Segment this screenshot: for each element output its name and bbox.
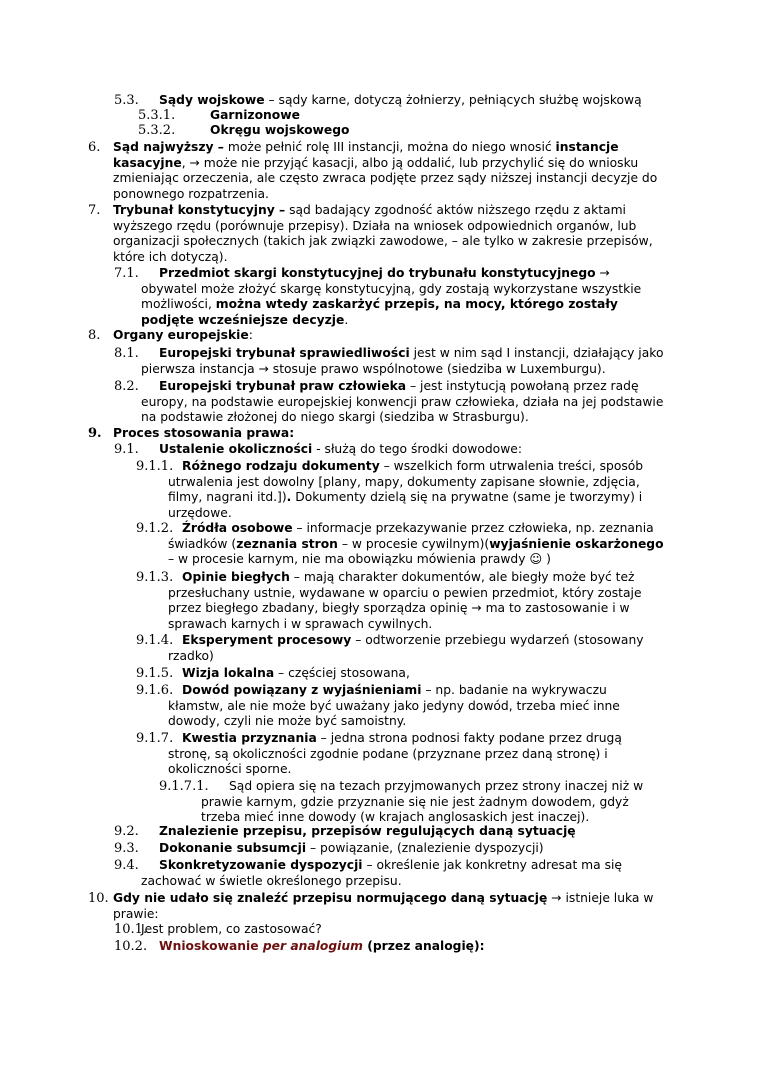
- item-text: – sądy karne, dotyczą żołnierzy, pełniących służbę wojskową: [264, 93, 642, 107]
- item-label: Źródła osobowe: [182, 521, 293, 535]
- item-9-1-1: [136, 459, 664, 521]
- item-number: 8.: [88, 328, 101, 343]
- item-text: :: [248, 328, 253, 342]
- item-text: – wszelkich form utrwalenia treści, sposób utrwalenia jest dowolny [plany, mapy, dokumenty zapisane słownie, zdjęcia, filmy, nagrani itd.]): [168, 459, 644, 505]
- item-label: Sąd najwyższy –: [113, 140, 224, 154]
- item-8: [88, 328, 664, 344]
- item-7: [88, 203, 664, 265]
- item-number: 9.1.7.1.: [159, 779, 209, 794]
- item-number: 9.1.7.: [136, 731, 174, 746]
- item-text: – częściej stosowana,: [274, 666, 410, 680]
- item-label: Kwestia przyznania: [182, 731, 317, 745]
- item-text: może pełnić rolę III instancji, można do niego wnosić: [223, 140, 556, 154]
- item-label: Ustalenie okoliczności: [159, 442, 313, 456]
- item-number: 10.2.: [114, 939, 148, 954]
- item-label: Wnioskowanie: [159, 939, 263, 953]
- item-9-1-2: [136, 521, 664, 568]
- item-9-2: [114, 824, 664, 840]
- item-label: Europejski trybunał sprawiedliwości: [159, 346, 410, 360]
- item-label: można wtedy zaskarżyć przepis, na mocy, którego zostały podjęte wcześniejsze decyzje: [141, 297, 618, 327]
- item-number: 9.1.6.: [136, 683, 174, 698]
- item-10-1: [114, 922, 664, 938]
- item-text: , → może nie przyjąć kasacji, albo ją oddalić, lub przychylić się do wniosku zmieniając orzeczenia, ale często zwraca podjęte przez sądy niższej instancji decyzje do ponownego rozpatrzenia.: [113, 155, 658, 201]
- item-number: 9.1.2.: [136, 521, 174, 536]
- item-label: Proces stosowania prawa:: [113, 426, 295, 440]
- item-number: 10.: [88, 891, 109, 906]
- item-9-3: [114, 841, 664, 857]
- item-label: instancje kasacyjne: [113, 140, 619, 170]
- item-label: Opinie biegłych: [182, 570, 290, 584]
- item-number: 8.2.: [114, 379, 139, 394]
- item-9-1-6: [136, 683, 664, 730]
- item-9-1-7: [136, 731, 664, 778]
- item-9-1-7-1: [159, 779, 664, 826]
- item-9-4: [114, 858, 664, 889]
- item-9-1-3: [136, 570, 664, 632]
- item-text: .: [344, 312, 349, 327]
- item-label: wyjaśnienie oskarżonego: [489, 536, 664, 551]
- item-number: 10.1.: [114, 922, 148, 937]
- item-number: 8.1.: [114, 346, 139, 361]
- item-number: 9.1.: [114, 442, 139, 457]
- item-number: 9.1.1.: [136, 459, 174, 474]
- item-label: Eksperyment procesowy: [182, 633, 352, 647]
- item-text: – mają charakter dokumentów, ale biegły może być też przesłuchany ustnie, wydawane w oparciu o pewien przedmiot, który zostaje przez biegłego zbadany, biegły sporządza opinię → ma to zastosowanie i w sprawach karnych i w sprawach cywilnych.: [168, 570, 642, 631]
- item-label: Sądy wojskowe: [159, 93, 265, 107]
- item-label: (przez analogię):: [362, 939, 485, 953]
- item-number: 5.3.2.: [138, 123, 176, 138]
- item-number: 5.3.1.: [138, 108, 176, 123]
- item-8-2: [114, 379, 664, 426]
- item-label: Znalezienie przepisu, przepisów regulujących daną sytuację: [159, 824, 576, 838]
- item-number: 9.4.: [114, 858, 139, 873]
- item-text: → obywatel może złożyć skargę konstytucyjną, gdy zostają wykorzystane wszystkie możliwości,: [141, 266, 642, 312]
- item-label: Skonkretyzowanie dyspozycji: [159, 858, 363, 872]
- item-label: per analogium: [262, 939, 363, 953]
- item-label: Dokonanie subsumcji: [159, 841, 307, 855]
- item-number: 9.3.: [114, 841, 139, 856]
- item-label: Europejski trybunał praw człowieka: [159, 379, 407, 393]
- item-text: → istnieje luka w prawie:: [113, 891, 654, 921]
- item-number: 9.1.4.: [136, 633, 174, 648]
- item-5-3-2: [138, 123, 664, 139]
- item-9-1-4: [136, 633, 664, 664]
- item-text: sąd badający zgodność aktów niższego rzędu z aktami wyższego rzędu (porównuje przepisy). Działa na wniosek odpowiednich organów, lub organizacji społecznych (takich jak związki zawodowe, – ale tylko w zakresie przepisów, które ich dotyczą).: [113, 203, 653, 264]
- item-number: 9.1.5.: [136, 666, 174, 681]
- item-text: – informacje przekazywanie przez człowieka, np. zeznania świadków (: [168, 521, 654, 551]
- item-label: .: [286, 490, 292, 505]
- item-number: 6.: [88, 140, 101, 155]
- item-text: – odtworzenie przebiegu wydarzeń (stosowany rzadko): [168, 633, 644, 663]
- item-text: – w procesie karnym, nie ma obowiązku mówienia prawdy ☺ ): [168, 552, 551, 567]
- item-number: 5.3.: [114, 93, 139, 108]
- item-number: 7.: [88, 203, 101, 218]
- item-label: Różnego rodzaju dokumenty: [182, 459, 380, 473]
- item-10-2: [114, 939, 664, 955]
- item-7-1: [114, 266, 664, 328]
- item-text: - służą do tego środki dowodowe:: [312, 442, 522, 456]
- item-label: Przedmiot skargi konstytucyjnej do trybunału konstytucyjnego: [159, 266, 596, 280]
- item-text: Sąd opiera się na tezach przyjmowanych przez strony inaczej niż w prawie karnym, gdzie przyznanie się nie jest żadnym dowodem, gdyż trzeba mieć inne dowody (w krajach anglosaskich jest inaczej).: [201, 779, 644, 825]
- item-number: 7.1.: [114, 266, 139, 281]
- item-number: 9.2.: [114, 824, 139, 839]
- item-5-3: [114, 93, 664, 109]
- item-text: – jedna strona podnosi fakty podane przez drugą stronę, są okoliczności zgodnie podane (przyznane przez daną stronę) i okoliczności sporne.: [168, 731, 622, 777]
- item-9: [88, 426, 664, 442]
- item-label: Okręgu wojskowego: [210, 123, 350, 137]
- item-number: 9.1.3.: [136, 570, 174, 585]
- item-text: jest w nim sąd I instancji, działający jako pierwsza instancja → stosuje prawo wspólnotowe (siedziba w Luxemburgu).: [141, 346, 664, 376]
- item-label: Gdy nie udało się znaleźć przepisu normującego daną sytuację: [113, 891, 548, 905]
- item-9-1: [114, 442, 664, 458]
- item-label: Garnizonowe: [210, 108, 300, 122]
- item-label: zeznania stron: [236, 536, 338, 551]
- item-label: Organy europejskie: [113, 328, 249, 342]
- item-label: Trybunał konstytucyjny –: [113, 203, 286, 217]
- item-text: – powiązanie, (znalezienie dyspozycji): [306, 841, 544, 855]
- item-number: 9.: [88, 426, 102, 441]
- item-8-1: [114, 346, 664, 377]
- item-text: Jest problem, co zastosować?: [141, 922, 322, 936]
- item-text: – określenie jak konkretny adresat ma się zachować w świetle określonego przepisu.: [141, 858, 622, 888]
- item-text: – np. badanie na wykrywaczu kłamstw, ale nie może być uważany jako jedyny dowód, trzeba mieć inne dowody, czyli nie może być samoistny.: [168, 683, 620, 729]
- item-5-3-1: [138, 108, 664, 124]
- item-text: – w procesie cywilnym)(: [337, 536, 490, 551]
- item-text: – jest instytucją powołaną przez radę europy, na podstawie europejskiej konwencji praw człowieka, działa na jej podstawie na podstawie złożonej do niego skargi (siedziba w Strasburgu).: [141, 379, 664, 425]
- item-label: Dowód powiązany z wyjaśnieniami: [182, 683, 422, 697]
- item-10: [88, 891, 664, 922]
- item-text: Dokumenty dzielą się na prywatne (same je tworzymy) i urzędowe.: [168, 490, 643, 520]
- item-9-1-5: [136, 666, 664, 682]
- item-label: Wizja lokalna: [182, 666, 275, 680]
- item-6: [88, 140, 664, 202]
